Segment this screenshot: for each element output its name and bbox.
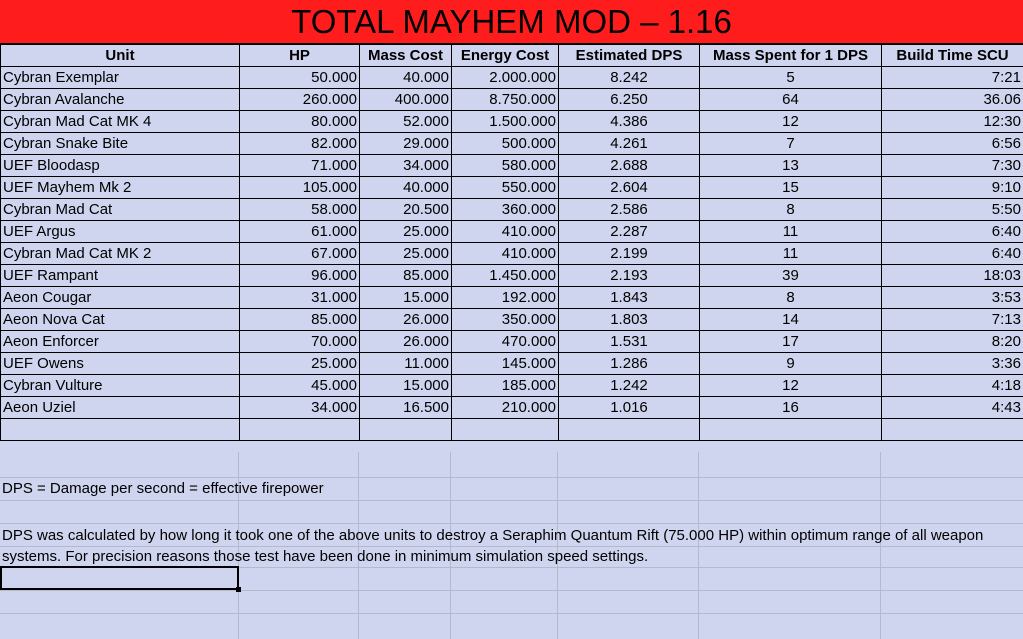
- cell-unit[interactable]: Cybran Snake Bite: [1, 133, 240, 155]
- empty-row: [1, 419, 1023, 441]
- cell-mass-per-dps[interactable]: 13: [700, 155, 882, 177]
- cell-hp[interactable]: 58.000: [240, 199, 360, 221]
- selected-cell[interactable]: [0, 566, 239, 590]
- header-unit[interactable]: Unit: [1, 45, 240, 67]
- empty-cell[interactable]: [700, 419, 882, 441]
- cell-unit[interactable]: UEF Rampant: [1, 265, 240, 287]
- cell-unit[interactable]: Aeon Cougar: [1, 287, 240, 309]
- cell-build-time[interactable]: 5:50: [882, 199, 1023, 221]
- cell-build-time[interactable]: 9:10: [882, 177, 1023, 199]
- cell-mass-cost[interactable]: 16.500: [360, 397, 452, 419]
- table-row: [1, 199, 1023, 221]
- table-row: [1, 221, 1023, 243]
- cell-mass-cost[interactable]: 26.000: [360, 309, 452, 331]
- cell-energy-cost[interactable]: 360.000: [452, 199, 559, 221]
- cell-mass-per-dps[interactable]: 11: [700, 243, 882, 265]
- cell-estimated-dps[interactable]: 8.242: [559, 67, 700, 89]
- cell-mass-cost[interactable]: 26.000: [360, 331, 452, 353]
- cell-unit[interactable]: Cybran Mad Cat MK 4: [1, 111, 240, 133]
- cell-estimated-dps[interactable]: 1.843: [559, 287, 700, 309]
- cell-hp[interactable]: 80.000: [240, 111, 360, 133]
- cell-unit[interactable]: Cybran Avalanche: [1, 89, 240, 111]
- cell-unit[interactable]: Cybran Mad Cat: [1, 199, 240, 221]
- header-build-time[interactable]: Build Time SCU: [882, 45, 1023, 67]
- cell-estimated-dps[interactable]: 6.250: [559, 89, 700, 111]
- cell-build-time[interactable]: 36.06: [882, 89, 1023, 111]
- cell-mass-per-dps[interactable]: 17: [700, 331, 882, 353]
- cell-energy-cost[interactable]: 350.000: [452, 309, 559, 331]
- table-row: [1, 89, 1023, 111]
- cell-mass-cost[interactable]: 34.000: [360, 155, 452, 177]
- cell-build-time[interactable]: 3:36: [882, 353, 1023, 375]
- cell-unit[interactable]: Cybran Vulture: [1, 375, 240, 397]
- cell-mass-per-dps[interactable]: 8: [700, 199, 882, 221]
- cell-hp[interactable]: 45.000: [240, 375, 360, 397]
- empty-cell[interactable]: [360, 419, 452, 441]
- table-row: [1, 331, 1023, 353]
- cell-mass-cost[interactable]: 40.000: [360, 177, 452, 199]
- header-row: [1, 45, 1023, 67]
- cell-mass-cost[interactable]: 40.000: [360, 67, 452, 89]
- cell-build-time[interactable]: 12:30: [882, 111, 1023, 133]
- cell-build-time[interactable]: 6:56: [882, 133, 1023, 155]
- cell-hp[interactable]: 34.000: [240, 397, 360, 419]
- header-mass-cost[interactable]: Mass Cost: [360, 45, 452, 67]
- cell-energy-cost[interactable]: 1.500.000: [452, 111, 559, 133]
- sheet-title[interactable]: TOTAL MAYHEM MOD – 1.16: [0, 0, 1023, 44]
- cell-mass-per-dps[interactable]: 5: [700, 67, 882, 89]
- cell-mass-cost[interactable]: 15.000: [360, 375, 452, 397]
- cell-energy-cost[interactable]: 410.000: [452, 243, 559, 265]
- cell-energy-cost[interactable]: 470.000: [452, 331, 559, 353]
- cell-estimated-dps[interactable]: 4.386: [559, 111, 700, 133]
- cell-mass-per-dps[interactable]: 12: [700, 111, 882, 133]
- cell-mass-per-dps[interactable]: 64: [700, 89, 882, 111]
- cell-estimated-dps[interactable]: 2.287: [559, 221, 700, 243]
- cell-mass-per-dps[interactable]: 9: [700, 353, 882, 375]
- cell-estimated-dps[interactable]: 1.286: [559, 353, 700, 375]
- cell-mass-cost[interactable]: 20.500: [360, 199, 452, 221]
- cell-mass-cost[interactable]: 25.000: [360, 243, 452, 265]
- table-row: [1, 397, 1023, 419]
- header-mass-per-dps[interactable]: Mass Spent for 1 DPS: [700, 45, 882, 67]
- cell-hp[interactable]: 260.000: [240, 89, 360, 111]
- cell-energy-cost[interactable]: 550.000: [452, 177, 559, 199]
- cell-unit[interactable]: UEF Bloodasp: [1, 155, 240, 177]
- header-energy-cost[interactable]: Energy Cost: [452, 45, 559, 67]
- empty-cell[interactable]: [1, 419, 240, 441]
- cell-estimated-dps[interactable]: 2.193: [559, 265, 700, 287]
- cell-build-time[interactable]: 7:13: [882, 309, 1023, 331]
- table-row: [1, 287, 1023, 309]
- cell-hp[interactable]: 96.000: [240, 265, 360, 287]
- cell-build-time[interactable]: 4:18: [882, 375, 1023, 397]
- stats-table: [0, 44, 1023, 441]
- cell-unit[interactable]: Aeon Uziel: [1, 397, 240, 419]
- dps-method-note[interactable]: DPS was calculated by how long it took one of the above units to destroy a Seraphim Quantum Rift (75.000 HP) within optimum range of all weapon systems. For precision reasons those test have been done in minimum simulation speed settings.: [2, 527, 984, 565]
- cell-unit[interactable]: Aeon Nova Cat: [1, 309, 240, 331]
- table-row: [1, 375, 1023, 397]
- header-hp[interactable]: HP: [240, 45, 360, 67]
- cell-unit[interactable]: Cybran Exemplar: [1, 67, 240, 89]
- cell-unit[interactable]: UEF Owens: [1, 353, 240, 375]
- cell-mass-cost[interactable]: 15.000: [360, 287, 452, 309]
- cell-mass-per-dps[interactable]: 12: [700, 375, 882, 397]
- cell-mass-per-dps[interactable]: 8: [700, 287, 882, 309]
- cell-unit[interactable]: UEF Mayhem Mk 2: [1, 177, 240, 199]
- cell-mass-cost[interactable]: 52.000: [360, 111, 452, 133]
- cell-mass-cost[interactable]: 11.000: [360, 353, 452, 375]
- cell-mass-per-dps[interactable]: 14: [700, 309, 882, 331]
- cell-estimated-dps[interactable]: 1.242: [559, 375, 700, 397]
- cell-build-time[interactable]: 7:30: [882, 155, 1023, 177]
- table-row: [1, 243, 1023, 265]
- cell-build-time[interactable]: 4:43: [882, 397, 1023, 419]
- cell-energy-cost[interactable]: 210.000: [452, 397, 559, 419]
- cell-energy-cost[interactable]: 500.000: [452, 133, 559, 155]
- cell-energy-cost[interactable]: 1.450.000: [452, 265, 559, 287]
- cell-mass-per-dps[interactable]: 15: [700, 177, 882, 199]
- cell-build-time[interactable]: 18:03: [882, 265, 1023, 287]
- cell-hp[interactable]: 31.000: [240, 287, 360, 309]
- cell-estimated-dps[interactable]: 2.586: [559, 199, 700, 221]
- cell-mass-cost[interactable]: 29.000: [360, 133, 452, 155]
- dps-definition-note[interactable]: DPS = Damage per second = effective firepower: [2, 480, 324, 497]
- cell-build-time[interactable]: 6:40: [882, 221, 1023, 243]
- header-estimated-dps[interactable]: Estimated DPS: [559, 45, 700, 67]
- cell-unit[interactable]: Aeon Enforcer: [1, 331, 240, 353]
- cell-estimated-dps[interactable]: 4.261: [559, 133, 700, 155]
- cell-estimated-dps[interactable]: 2.604: [559, 177, 700, 199]
- cell-hp[interactable]: 82.000: [240, 133, 360, 155]
- cell-unit[interactable]: Cybran Mad Cat MK 2: [1, 243, 240, 265]
- cell-energy-cost[interactable]: 185.000: [452, 375, 559, 397]
- cell-hp[interactable]: 25.000: [240, 353, 360, 375]
- cell-energy-cost[interactable]: 580.000: [452, 155, 559, 177]
- table-row: [1, 353, 1023, 375]
- cell-hp[interactable]: 67.000: [240, 243, 360, 265]
- cell-energy-cost[interactable]: 192.000: [452, 287, 559, 309]
- cell-hp[interactable]: 105.000: [240, 177, 360, 199]
- cell-energy-cost[interactable]: 145.000: [452, 353, 559, 375]
- empty-cell[interactable]: [559, 419, 700, 441]
- cell-hp[interactable]: 50.000: [240, 67, 360, 89]
- cell-hp[interactable]: 71.000: [240, 155, 360, 177]
- empty-cell[interactable]: [452, 419, 559, 441]
- cell-energy-cost[interactable]: 410.000: [452, 221, 559, 243]
- cell-estimated-dps[interactable]: 2.688: [559, 155, 700, 177]
- cell-mass-per-dps[interactable]: 16: [700, 397, 882, 419]
- table-row: [1, 265, 1023, 287]
- cell-energy-cost[interactable]: 2.000.000: [452, 67, 559, 89]
- cell-estimated-dps[interactable]: 1.803: [559, 309, 700, 331]
- cell-build-time[interactable]: 7:21: [882, 67, 1023, 89]
- fill-handle[interactable]: [236, 587, 241, 592]
- empty-cell[interactable]: [882, 419, 1023, 441]
- cell-hp[interactable]: 70.000: [240, 331, 360, 353]
- table-row: [1, 133, 1023, 155]
- table-row: [1, 309, 1023, 331]
- cell-hp[interactable]: 85.000: [240, 309, 360, 331]
- cell-estimated-dps[interactable]: 2.199: [559, 243, 700, 265]
- cell-mass-per-dps[interactable]: 39: [700, 265, 882, 287]
- cell-mass-per-dps[interactable]: 11: [700, 221, 882, 243]
- table-row: [1, 67, 1023, 89]
- cell-energy-cost[interactable]: 8.750.000: [452, 89, 559, 111]
- table-row: [1, 155, 1023, 177]
- cell-mass-per-dps[interactable]: 7: [700, 133, 882, 155]
- table-row: [1, 177, 1023, 199]
- cell-estimated-dps[interactable]: 1.531: [559, 331, 700, 353]
- cell-mass-cost[interactable]: 85.000: [360, 265, 452, 287]
- cell-build-time[interactable]: 8:20: [882, 331, 1023, 353]
- cell-build-time[interactable]: 6:40: [882, 243, 1023, 265]
- cell-mass-cost[interactable]: 25.000: [360, 221, 452, 243]
- cell-build-time[interactable]: 3:53: [882, 287, 1023, 309]
- cell-unit[interactable]: UEF Argus: [1, 221, 240, 243]
- cell-estimated-dps[interactable]: 1.016: [559, 397, 700, 419]
- table-row: [1, 111, 1023, 133]
- cell-mass-cost[interactable]: 400.000: [360, 89, 452, 111]
- empty-cell[interactable]: [240, 419, 360, 441]
- cell-hp[interactable]: 61.000: [240, 221, 360, 243]
